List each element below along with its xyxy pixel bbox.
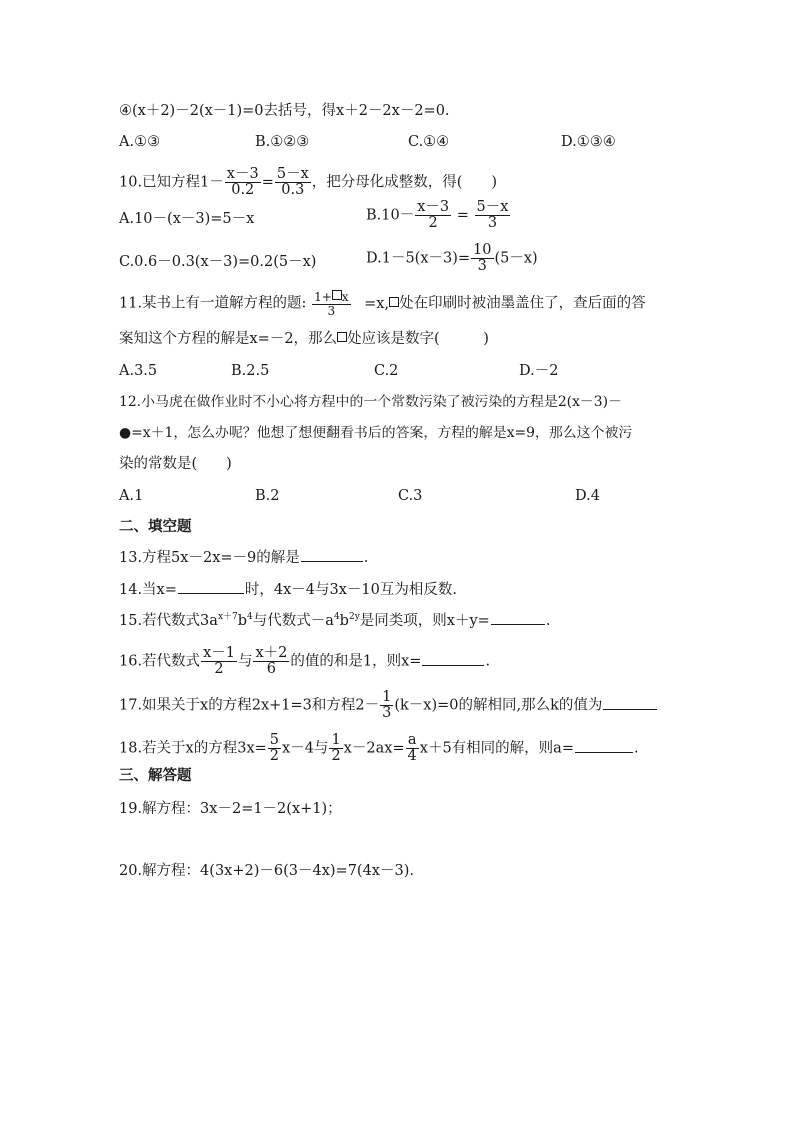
answer-blank bbox=[422, 664, 484, 666]
q10-optb-fraction-1: $\frac{x-3}{2}$ bbox=[417, 199, 450, 232]
q10-suffix: ，把分母化成整数，得( ) bbox=[311, 174, 498, 191]
question-15: 15.若代数式$3a^{x+7}b^4$与代数式$-a^4b^{2y}$是同类项，则x＋y= . bbox=[119, 612, 551, 629]
q17-fraction: $\frac{1}{3}$ bbox=[382, 689, 392, 722]
question-18: 18.若关于x的方程3x= $\frac{5}{2}$ x－4与 $\frac{1}{2}$ x－2ax= $\frac{a}{4}$ x＋5有相同的解，则a= . bbox=[119, 732, 639, 765]
question-16: 16.若代数式 $\frac{x-1}{2}$ 与 $\frac{x+2}{6}$ 的值的和是1，则x= . bbox=[119, 645, 491, 678]
ink-covered-box-icon bbox=[389, 297, 399, 307]
q18-fraction-3: $\frac{a}{4}$ bbox=[407, 732, 417, 765]
q16-fraction-1: $\frac{x-1}{2}$ bbox=[203, 645, 235, 678]
answer-blank bbox=[575, 751, 633, 753]
q16-fraction-2: $\frac{x+2}{6}$ bbox=[255, 645, 288, 678]
ink-covered-box-icon bbox=[332, 290, 342, 300]
q11-option-b: B.2.5 bbox=[231, 363, 270, 379]
question-14: 14.当x= 时，4x－4与3x－10互为相反数. bbox=[119, 582, 457, 598]
answer-blank bbox=[603, 708, 657, 710]
question-10: 10.已知方程1－ $\frac{x-3}{0.2}$ = $\frac{5-x}{0.3}$ ，把分母化成整数，得( ) bbox=[119, 166, 498, 199]
q10-fraction-2: $\frac{5-x}{0.3}$ bbox=[276, 166, 309, 199]
question-12-line-2: ●=x＋1，怎么办呢？他想了想便翻看书后的答案，方程的解是x=9，那么这个被污 bbox=[119, 425, 633, 441]
q9-option-b: B.①②③ bbox=[255, 134, 310, 150]
q10-option-c: C.0.6－0.3(x－3)=0.2(5－x) bbox=[119, 254, 317, 270]
q10-fraction-1: $\frac{x-3}{0.2}$ bbox=[226, 166, 259, 199]
question-17: 17.如果关于x的方程2x+1=3和方程2－ $\frac{1}{3}$ (k－x)=0的解相同,那么k的值为 bbox=[119, 690, 658, 721]
q12-option-b: B.2 bbox=[255, 488, 280, 504]
q10-optd-fraction: $\frac{10}{3}$ bbox=[473, 242, 492, 275]
q11-option-d: D.－2 bbox=[519, 363, 559, 379]
q18-fraction-2: $\frac{1}{2}$ bbox=[331, 732, 341, 765]
q9-item-4: ④(x＋2)－2(x－1)=0去括号，得x＋2－2x－2=0. bbox=[119, 103, 450, 119]
q10-option-a: A.10－(x－3)=5－x bbox=[119, 211, 255, 227]
q9-option-a: A.①③ bbox=[119, 134, 161, 150]
q18-fraction-1: $\frac{5}{2}$ bbox=[269, 732, 280, 765]
section-heading-fill-in: 二、填空题 bbox=[119, 519, 192, 535]
q10-prefix: 10.已知方程1－ bbox=[119, 174, 224, 191]
answer-blank bbox=[491, 623, 545, 625]
question-12-line-3: 染的常数是( ) bbox=[119, 456, 232, 472]
q9-option-d: D.①③④ bbox=[561, 134, 616, 150]
section-heading-solve: 三、解答题 bbox=[119, 768, 192, 784]
q12-option-c: C.3 bbox=[398, 488, 423, 504]
q10-option-b: B.10－ $\frac{x-3}{2}$ = $\frac{5-x}{3}$ bbox=[366, 199, 509, 232]
q11-fraction: $\frac{1+ x}{3}$ bbox=[314, 290, 349, 318]
question-13: 13.方程5x－2x=－9的解是 . bbox=[119, 550, 369, 566]
question-19: 19.解方程：3x－2=1－2(x+1)； bbox=[119, 801, 342, 817]
answer-blank bbox=[178, 592, 244, 594]
q9-option-c: C.①④ bbox=[408, 134, 450, 150]
q10-option-d: D.1－5(x－3)= $\frac{10}{3}$ (5－x) bbox=[366, 242, 538, 275]
q12-option-a: A.1 bbox=[119, 488, 144, 504]
q11-option-c: C.2 bbox=[374, 363, 399, 379]
q10-optb-fraction-2: $\frac{5-x}{3}$ bbox=[476, 199, 509, 232]
q11-option-a: A.3.5 bbox=[119, 363, 158, 379]
q12-option-d: D.4 bbox=[575, 488, 600, 504]
question-20: 20.解方程：4(3x+2)－6(3－4x)=7(4x－3). bbox=[119, 863, 414, 879]
question-11-line-1: 11.某书上有一道解方程的题: $\frac{1+ x}{3}$ =x, 处在印刷时被油墨盖住了，查后面的答 bbox=[119, 290, 646, 318]
ink-covered-box-icon bbox=[337, 332, 347, 342]
question-11-line-2: 案知这个方程的解是x=－2，那么 处应该是数字( ) bbox=[119, 331, 489, 347]
answer-blank bbox=[301, 560, 363, 562]
question-12-line-1: 12.小马虎在做作业时不小心将方程中的一个常数污染了被污染的方程是2(x－3)－ bbox=[119, 394, 622, 410]
